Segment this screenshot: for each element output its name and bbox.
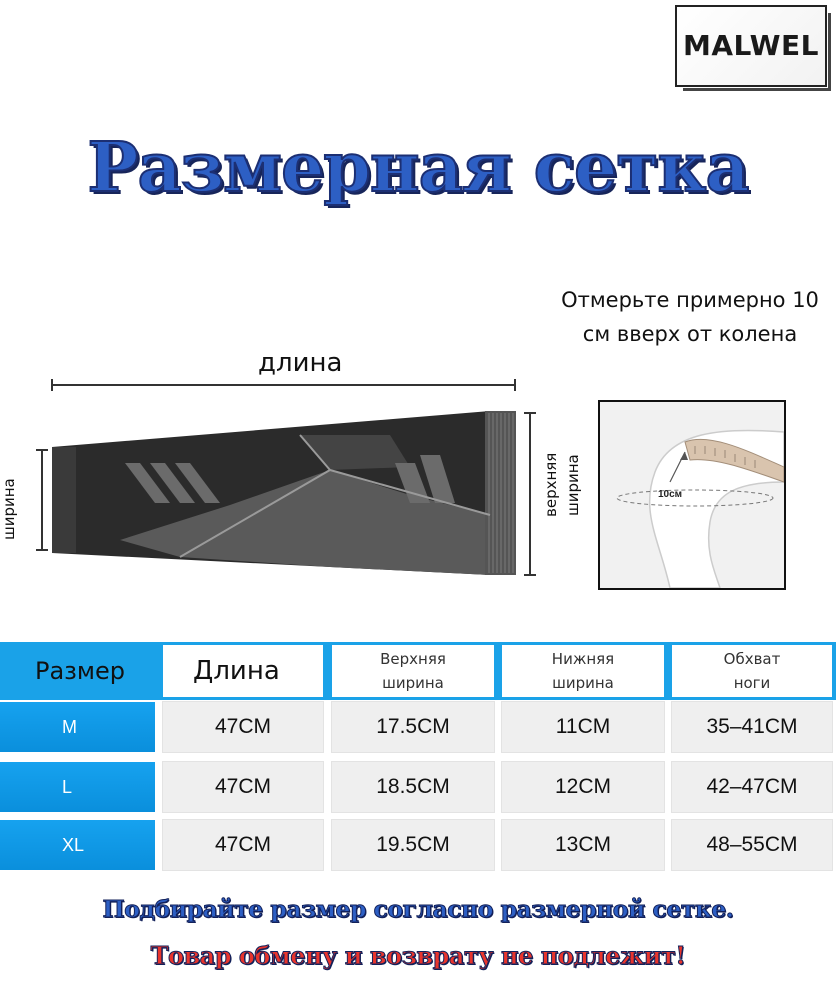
page-title: Размерная сетка: [87, 128, 749, 208]
top-width-dimension-line: [524, 413, 536, 575]
length-dimension-line: [52, 379, 515, 391]
width-dimension-line: [36, 450, 48, 550]
header-length: Длина: [163, 645, 323, 697]
table-cell-top-width: 18.5CM: [332, 762, 494, 812]
header-size: Размер: [34, 657, 126, 685]
table-cell-bottom-width: 12CM: [502, 762, 664, 812]
table-cell-top-width: 17.5CM: [332, 702, 494, 752]
table-cell-bottom-width: 13CM: [502, 820, 664, 870]
header-top-width-text: Верхняя ширина: [380, 650, 446, 692]
table-cell-leg-girth: 35–41CM: [672, 702, 832, 752]
table-cell-length: 47CM: [163, 762, 323, 812]
brand-logo-box: [675, 5, 827, 87]
table-cell-leg-girth: 48–55CM: [672, 820, 832, 870]
table-cell-top-width: 19.5CM: [332, 820, 494, 870]
table-row-size: XL: [0, 820, 155, 870]
header-leg-girth: [672, 645, 832, 697]
brand-logo-text: MALWEL: [682, 29, 820, 62]
header-bottom-width: [502, 645, 664, 697]
table-cell-length: 47CM: [163, 702, 323, 752]
table-row-size: M: [0, 702, 155, 752]
sleeve-diagram: [30, 375, 560, 585]
header-bottom-width-text: Нижняя ширина: [551, 650, 615, 692]
header-leg-girth-text: Обхват ноги: [723, 650, 781, 692]
knee-illustration: [598, 400, 786, 590]
no-return-warning: Товар обмену и возврату не подлежит!: [150, 941, 686, 970]
header-top-width: [332, 645, 494, 697]
table-cell-length: 47CM: [163, 820, 323, 870]
top-width-label: верхняя ширина: [542, 452, 582, 518]
measure-instruction: Отмерьте примерно 10 см вверх от колена: [561, 288, 819, 346]
size-advice-text: Подбирайте размер согласно размерной сетке.: [102, 895, 734, 923]
width-label: ширина: [0, 478, 18, 540]
table-cell-leg-girth: 42–47CM: [672, 762, 832, 812]
sleeve-left-cuff: [52, 447, 76, 553]
table-row-size: L: [0, 762, 155, 812]
length-label: длина: [258, 348, 343, 378]
table-cell-bottom-width: 11CM: [502, 702, 664, 752]
knee-10cm-mark: 10см: [658, 489, 683, 500]
